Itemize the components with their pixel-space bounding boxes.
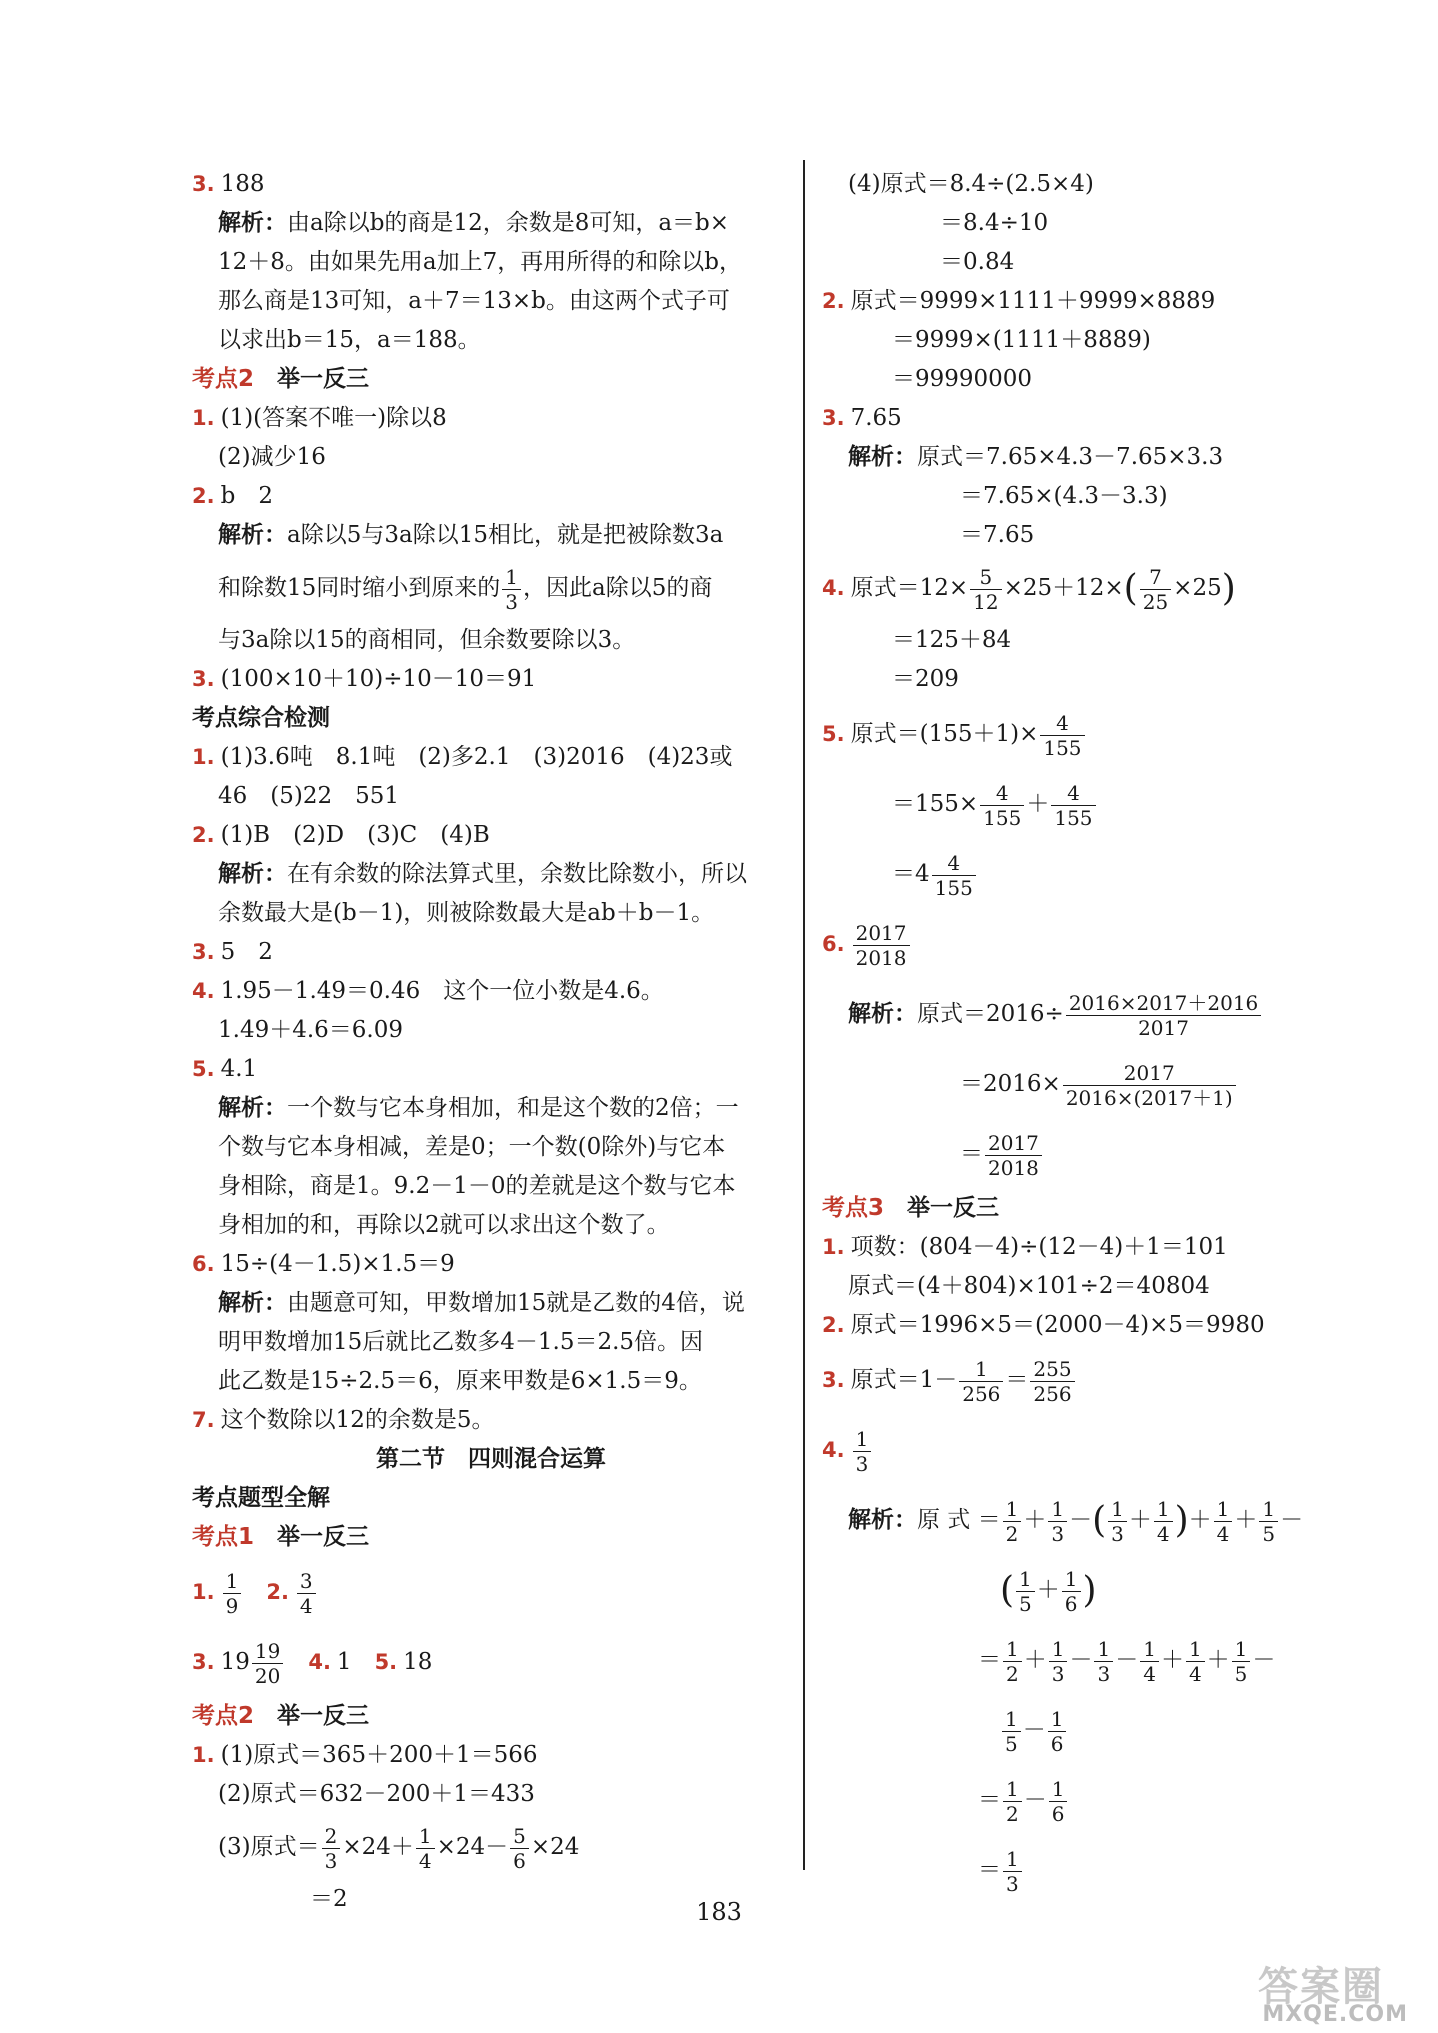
analysis-line: ＝ $\frac{2017}{2018}$ bbox=[822, 1119, 1412, 1189]
fraction: $\frac{7}{25}$ bbox=[1140, 565, 1171, 614]
answer-line: ＝0.84 bbox=[940, 249, 1015, 275]
answer-line: (2)原式＝632－200＋1＝433 bbox=[218, 1781, 535, 1807]
answer-4: 4. 1.95－1.49＝0.46 这个一位小数是4.6。 bbox=[192, 978, 664, 1004]
answer-line: 原式＝(4＋804)×101÷2＝40804 bbox=[848, 1273, 1210, 1299]
watermark-url: MXQE.COM bbox=[1262, 2002, 1408, 2027]
analysis-line: ＝ $\frac{1}{3}$ bbox=[822, 1835, 1412, 1905]
analysis-line: ( $\frac{1}{5}$ ＋ $\frac{1}{6}$ ) bbox=[1000, 1566, 1097, 1616]
answer-3: 3. 7.65 bbox=[822, 405, 902, 431]
fraction: $\frac{1}{9}$ bbox=[223, 1569, 242, 1618]
analysis-line: 和除数15同时缩小到原来的 $\frac{1}{3}$ ，因此a除以5的商 bbox=[218, 564, 713, 614]
fraction: $\frac{1}{6}$ bbox=[1049, 1777, 1068, 1826]
answer-1: 1. (1)3.6吨 8.1吨 (2)多2.1 (3)2016 (4)23或 bbox=[192, 744, 733, 770]
answer-4: 4. $\frac{1}{3}$ bbox=[822, 1415, 1412, 1485]
fraction: $\frac{1}{3}$ bbox=[1094, 1637, 1113, 1686]
fraction: $\frac{1}{3}$ bbox=[1108, 1497, 1127, 1546]
fraction: $\frac{2017}{2018}$ bbox=[853, 921, 910, 970]
column-divider bbox=[803, 160, 805, 1870]
comprehensive-test-heading: 考点综合检测 bbox=[192, 705, 330, 731]
answer-2: 2. (1)B (2)D (3)C (4)B bbox=[192, 822, 490, 848]
fraction: $\frac{3}{4}$ bbox=[297, 1569, 316, 1618]
analysis-line: 解析：原 式 ＝ $\frac{1}{2}$ ＋ $\frac{1}{3}$ －( $\frac{1}{3}$ ＋ $\frac{1}{4}$ )＋ $\frac{1}{4}$ ＋ $\frac{1}{5}$ － bbox=[848, 1496, 1304, 1546]
question-types-heading: 考点题型全解 bbox=[192, 1485, 330, 1511]
answer-2: 2. b 2 bbox=[192, 483, 273, 509]
fraction: $\frac{5}{12}$ bbox=[970, 565, 1001, 614]
answer-6: 6. $\frac{2017}{2018}$ bbox=[822, 909, 1412, 979]
answer-line: ＝8.4÷10 bbox=[940, 210, 1049, 236]
analysis-line: ＝7.65 bbox=[960, 522, 1035, 548]
kaodian-2-heading: 考点2 举一反三 bbox=[192, 1703, 370, 1729]
answer-line: 1.49＋4.6＝6.09 bbox=[218, 1017, 403, 1043]
analysis-line: 解析：由题意可知，甲数增加15就是乙数的4倍，说 bbox=[218, 1290, 745, 1316]
answer-1: 1. (1)(答案不唯一)除以8 bbox=[192, 405, 447, 431]
analysis-line: 解析：原式＝7.65×4.3－7.65×3.3 bbox=[848, 444, 1224, 470]
answer-3: 3. 188 bbox=[192, 171, 265, 197]
answers-3-5: 3. 19 $\frac{19}{20}$ 4. 1 5. 18 bbox=[192, 1638, 433, 1688]
fraction: $\frac{1}{3}$ bbox=[853, 1427, 872, 1476]
analysis-line: ＝ $\frac{1}{2}$ ＋ $\frac{1}{3}$ － $\frac{1}{3}$ － $\frac{1}{4}$ ＋ $\frac{1}{4}$ ＋ $\frac{1}{5}$ － bbox=[978, 1636, 1276, 1686]
answer-line: ＝4 $\frac{4}{155}$ bbox=[822, 839, 1412, 909]
kaodian-2-heading: 考点2 举一反三 bbox=[192, 366, 370, 392]
fraction: $\frac{1}{3}$ bbox=[1003, 1847, 1022, 1896]
answer-2: 2. 原式＝9999×1111＋9999×8889 bbox=[822, 288, 1216, 314]
answer-3: 3. (100×10＋10)÷10－10＝91 bbox=[192, 666, 537, 692]
answers-1-2: 1. $\frac{1}{9}$ 2. $\frac{3}{4}$ bbox=[192, 1557, 790, 1627]
fraction: $\frac{1}{3}$ bbox=[1049, 1637, 1068, 1686]
fraction: $\frac{1}{6}$ bbox=[1062, 1567, 1081, 1616]
fraction: $\frac{1}{3}$ bbox=[1048, 1497, 1067, 1546]
fraction: $\frac{1}{6}$ bbox=[1048, 1707, 1067, 1756]
fraction: $\frac{1}{3}$ bbox=[502, 565, 521, 614]
answer-2: 2. 原式＝1996×5＝(2000－4)×5＝9980 bbox=[822, 1312, 1265, 1338]
fraction: $\frac{1}{256}$ bbox=[959, 1357, 1003, 1406]
analysis-line: $\frac{1}{5}$ － $\frac{1}{6}$ bbox=[822, 1695, 1412, 1765]
analysis-line: 解析：在有余数的除法算式里，余数比除数小，所以 bbox=[218, 861, 747, 887]
answer-1: 1. 项数：(804－4)÷(12－4)＋1＝101 bbox=[822, 1234, 1228, 1260]
analysis-line: 那么商是13可知，a＋7＝13×b。由这两个式子可 bbox=[218, 288, 730, 314]
fraction: $\frac{5}{6}$ bbox=[510, 1824, 529, 1873]
analysis-line: 此乙数是15÷2.5＝6，原来甲数是6×1.5＝9。 bbox=[218, 1368, 702, 1394]
answer-line: ＝2 bbox=[310, 1886, 348, 1912]
fraction: $\frac{1}{4}$ bbox=[1154, 1497, 1173, 1546]
left-column bbox=[192, 165, 790, 1919]
analysis-line: 以求出b＝15，a＝188。 bbox=[218, 327, 481, 353]
answer-line: ＝99990000 bbox=[892, 366, 1033, 392]
analysis-line: 与3a除以15的商相同，但余数要除以3。 bbox=[218, 627, 636, 653]
answer-5: 5. 原式＝(155＋1)× $\frac{4}{155}$ bbox=[822, 699, 1412, 769]
fraction: $\frac{2}{3}$ bbox=[322, 1824, 341, 1873]
fraction: $\frac{1}{5}$ bbox=[1016, 1567, 1035, 1616]
fraction: $\frac{4}{155}$ bbox=[932, 851, 976, 900]
answer-line: ＝125＋84 bbox=[892, 627, 1012, 653]
answer-1: 1. (1)原式＝365＋200＋1＝566 bbox=[192, 1742, 538, 1768]
fraction: $\frac{1}{5}$ bbox=[1259, 1497, 1278, 1546]
answer-7: 7. 这个数除以12的余数是5。 bbox=[192, 1407, 495, 1433]
fraction: $\frac{1}{4}$ bbox=[1214, 1497, 1233, 1546]
fraction: $\frac{4}{155}$ bbox=[1040, 711, 1084, 760]
answer-3: 3. 5 2 bbox=[192, 939, 273, 965]
answer-line: (4)原式＝8.4÷(2.5×4) bbox=[848, 171, 1094, 197]
fraction: $\frac{2017}{2016\times(2017+1)}$ bbox=[1063, 1061, 1236, 1110]
answer-6: 6. 15÷(4－1.5)×1.5＝9 bbox=[192, 1251, 455, 1277]
fraction: $\frac{4}{155}$ bbox=[980, 781, 1024, 830]
kaodian-1-heading: 考点1 举一反三 bbox=[192, 1524, 370, 1550]
answer-line: (3)原式＝ $\frac{2}{3}$ ×24＋ $\frac{1}{4}$ ×24－ $\frac{5}{6}$ ×24 bbox=[218, 1823, 580, 1873]
analysis-line: ＝7.65×(4.3－3.3) bbox=[960, 483, 1168, 509]
kaodian-3-heading: 考点3 举一反三 bbox=[822, 1195, 1000, 1221]
watermark-logo: 答案圈 bbox=[1258, 1964, 1384, 2010]
fraction: $\frac{2016\times 2017+2016}{2017}$ bbox=[1066, 991, 1261, 1040]
analysis-line: ＝2016× $\frac{2017}{2016\times(2017+1)}$ bbox=[822, 1049, 1412, 1119]
fraction: $\frac{1}{2}$ bbox=[1003, 1777, 1022, 1826]
answer-line: (2)减少16 bbox=[218, 444, 326, 470]
section-title: 第二节 四则混合运算 bbox=[376, 1446, 606, 1472]
fraction: $\frac{1}{4}$ bbox=[1186, 1637, 1205, 1686]
analysis-line: 明甲数增加15后就比乙数多4－1.5＝2.5倍。因 bbox=[218, 1329, 704, 1355]
answer-4: 4. 原式＝12× $\frac{5}{12}$ ×25＋12×( $\frac{7}{25}$ ×25) bbox=[822, 564, 1236, 614]
page-number: 183 bbox=[696, 1898, 742, 1926]
fraction: $\frac{1}{5}$ bbox=[1002, 1707, 1021, 1756]
fraction: $\frac{19}{20}$ bbox=[252, 1639, 283, 1688]
analysis-line: 解析：一个数与它本身相加，和是这个数的2倍；一 bbox=[218, 1095, 739, 1121]
fraction: $\frac{1}{2}$ bbox=[1003, 1497, 1022, 1546]
fraction: $\frac{1}{4}$ bbox=[416, 1824, 435, 1873]
fraction: $\frac{4}{155}$ bbox=[1051, 781, 1095, 830]
answer-3: 3. 原式＝1－ $\frac{1}{256}$ ＝ $\frac{255}{256}$ bbox=[822, 1345, 1412, 1415]
answer-line: ＝155× $\frac{4}{155}$ ＋ $\frac{4}{155}$ bbox=[822, 769, 1412, 839]
analysis-line: ＝ $\frac{1}{2}$ － $\frac{1}{6}$ bbox=[822, 1765, 1412, 1835]
answer-line: ＝9999×(1111＋8889) bbox=[892, 327, 1151, 353]
analysis-line: 个数与它本身相减，差是0；一个数(0除外)与它本 bbox=[218, 1134, 726, 1160]
analysis-line: 解析：由a除以b的商是12，余数是8可知，a＝b× bbox=[218, 210, 730, 236]
fraction: $\frac{1}{5}$ bbox=[1232, 1637, 1251, 1686]
analysis-line: 解析：原式＝2016÷ $\frac{2016\times 2017+2016}{2017}$ bbox=[822, 979, 1412, 1049]
analysis-line: 身相除，商是1。9.2－1－0的差就是这个数与它本 bbox=[218, 1173, 736, 1199]
answer-line: 46 (5)22 551 bbox=[218, 783, 400, 809]
analysis-line: 余数最大是(b－1)，则被除数最大是ab＋b－1。 bbox=[218, 900, 715, 926]
analysis-line: 解析：a除以5与3a除以15相比，就是把被除数3a bbox=[218, 522, 724, 548]
fraction: $\frac{1}{4}$ bbox=[1140, 1637, 1159, 1686]
fraction: $\frac{1}{2}$ bbox=[1003, 1637, 1022, 1686]
fraction: $\frac{255}{256}$ bbox=[1030, 1357, 1074, 1406]
answer-line: ＝209 bbox=[892, 666, 959, 692]
analysis-line: 12＋8。由如果先用a加上7，再用所得的和除以b， bbox=[218, 249, 742, 275]
right-column bbox=[822, 165, 1412, 1905]
fraction: $\frac{2017}{2018}$ bbox=[985, 1131, 1042, 1180]
answer-5: 5. 4.1 bbox=[192, 1056, 258, 1082]
analysis-line: 身相加的和，再除以2就可以求出这个数了。 bbox=[218, 1212, 670, 1238]
